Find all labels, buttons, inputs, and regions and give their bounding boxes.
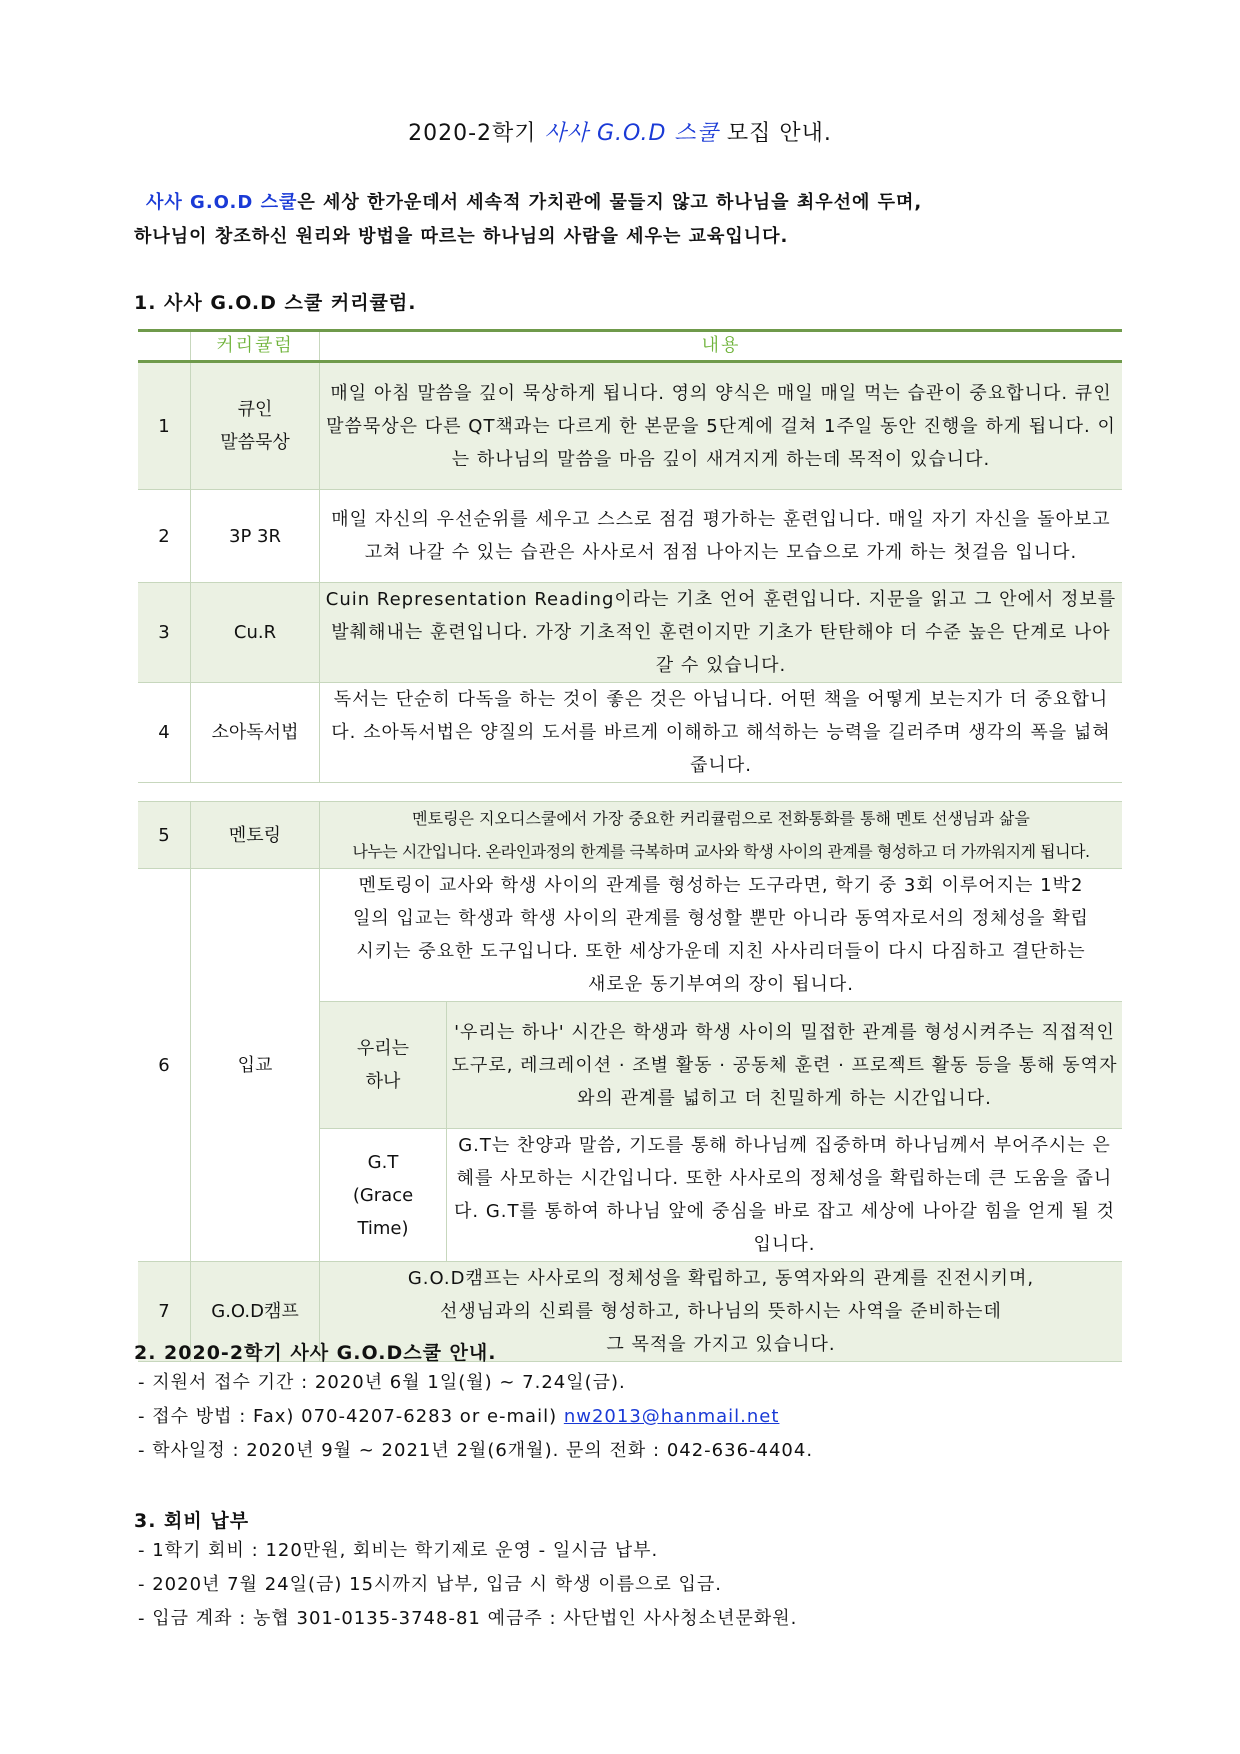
page-title [0,116,1240,147]
table-row [138,869,1122,1002]
list-item [138,1400,813,1434]
header-content: 내용 [320,331,1123,362]
row-number: 4 [138,683,191,783]
row-description: Cuin Representation Reading이라는 기초 언어 훈련입니다. 지문을 읽고 그 안에서 정보를 발췌해내는 훈련입니다. 가장 기초적인 훈련이지만 기초가 탄탄해야 더 수준 높은 단계로 나아갈 수 있습니다. [320,583,1123,683]
list-item: - 입금 계좌 : 농협 301-0135-3748-81 예금주 : 사단법인 사사청소년문화원. [138,1608,798,1629]
title-prefix: 2020-2학기 [408,121,545,146]
title-suffix: 모집 안내. [718,121,832,146]
list-item: - 1학기 회비 : 120만원, 회비는 학기제로 운영 - 일시금 납부. [138,1540,659,1561]
intro-highlight: 사사 G.O.D 스쿨 [146,192,298,213]
subrow-description: G.T는 찬양과 말씀, 기도를 통해 하나님께 집중하며 하나님께서 부어주시는 은혜를 사모하는 시간입니다. 또한 사사로의 정체성을 확립하는데 큰 도움을 줍니다. G.T를 통하여 하나님 앞에 중심을 바로 잡고 세상에 나아갈 힘을 얻게 될 것입니다. [447,1129,1123,1262]
section1-heading: 1. 사사 G.O.D 스쿨 커리큘럼. [134,292,417,314]
list-item: - 2020년 7월 24일(금) 15시까지 납부, 입금 시 학생 이름으로 입금. [138,1574,723,1595]
row-number: 6 [138,869,191,1262]
row-description-line: 그 목적을 가지고 있습니다. [606,1334,836,1355]
row-number: 3 [138,583,191,683]
section3-list [138,1534,797,1636]
table-header-row [138,331,1122,362]
subrow-name [320,1002,447,1129]
row-description: 멘토링이 교사와 학생 사이의 관계를 형성하는 도구라면, 학기 중 3회 이루어지는 1박2일의 입교는 학생과 학생 사이의 관계를 형성할 뿐만 아니라 동역자로서의 정체성을 확립시키는 중요한 도구입니다. 또한 세상가운데 지친 사사리더들이 다시 다짐하고 결단하는 새로운 동기부여의 장이 됩니다. [320,869,1123,1002]
curriculum-table [138,329,1122,1362]
row-name-line: 말씀묵상 [220,432,290,453]
section2-heading: 2. 2020-2학기 사사 G.O.D스쿨 안내. [134,1342,497,1364]
row-name [191,362,320,490]
intro-line2: 하나님이 창조하신 원리와 방법을 따르는 하나님의 사람을 세우는 교육입니다. [134,226,789,247]
intro-line1: 은 세상 한가운데서 세속적 가치관에 물들지 않고 하나님을 최우선에 두며, [297,192,923,213]
subrow-name-line: Time) [357,1217,409,1239]
row-description: 독서는 단순히 다독을 하는 것이 좋은 것은 아닙니다. 어떤 책을 어떻게 보는지가 더 중요합니다. 소아독서법은 양질의 도서를 바르게 이해하고 해석하는 능력을 길러주며 생각의 폭을 넓혀줍니다. [320,683,1123,783]
header-curriculum: 커리큘럼 [191,331,320,362]
row-name-line: 큐인 [237,399,273,420]
subrow-name [320,1129,447,1262]
list-item: - 지원서 접수 기간 : 2020년 6월 1일(월) ~ 7.24일(금). [138,1372,626,1393]
intro-paragraph [134,186,922,254]
spacer-cell [138,783,1122,802]
subrow-description: '우리는 하나' 시간은 학생과 학생 사이의 밀접한 관계를 형성시켜주는 직접적인 도구로, 레크레이션 · 조별 활동 · 공동체 훈련 · 프로젝트 활동 등을 통해 동역자와의 관계를 넓히고 더 친밀하게 하는 시간입니다. [447,1002,1123,1129]
row-name: 멘토링 [191,802,320,869]
table-row [138,683,1122,783]
section3-heading: 3. 회비 납부 [134,1510,250,1532]
table-row [138,490,1122,583]
row-number: 7 [138,1262,191,1362]
table-row [138,802,1122,869]
table-row [138,583,1122,683]
row-number: 5 [138,802,191,869]
row-name: 3P 3R [191,490,320,583]
row-description-line: 멘토링은 지오디스쿨에서 가장 중요한 커리큘럼으로 전화통화를 통해 멘토 선생님과 삶을 [412,809,1030,828]
row-number: 1 [138,362,191,490]
table-spacer [138,783,1122,802]
title-highlight: 사사 G.O.D 스쿨 [544,121,719,146]
row-description: 매일 자신의 우선순위를 세우고 스스로 점검 평가하는 훈련입니다. 매일 자기 자신을 돌아보고 고쳐 나갈 수 있는 습관은 사사로서 점점 나아지는 모습으로 가게 하는 첫걸음 입니다. [320,490,1123,583]
subrow-name-line: G.T [367,1151,399,1173]
header-blank [138,331,191,362]
row-description [320,802,1123,869]
row-description-line: G.O.D캠프는 사사로의 정체성을 확립하고, 동역자와의 관계를 진전시키며, [407,1268,1035,1289]
subrow-name-line: 우리는 [356,1038,410,1059]
subrow-name-line: 하나 [365,1071,401,1092]
row-name: 소아독서법 [191,683,320,783]
row-name: Cu.R [191,583,320,683]
table-row [138,362,1122,490]
row-description: 매일 아침 말씀을 깊이 묵상하게 됩니다. 영의 양식은 매일 매일 먹는 습관이 중요합니다. 큐인 말씀묵상은 다른 QT책과는 다르게 한 본문을 5단계에 걸쳐 1주일 동안 진행을 하게 됩니다. 이는 하나님의 말씀을 마음 깊이 새겨지게 하는데 목적이 있습니다. [320,362,1123,490]
list-item-text: - 접수 방법 : Fax) 070-4207-6283 or e-mail) [138,1406,564,1427]
row-description-line: 나누는 시간입니다. 온라인과정의 한계를 극복하며 교사와 학생 사이의 관계를 형성하고 더 가까워지게 됩니다. [352,842,1090,861]
row-description-line: 선생님과의 신뢰를 형성하고, 하나님의 뜻하시는 사역을 준비하는데 [440,1301,1002,1322]
list-item: - 학사일정 : 2020년 9월 ~ 2021년 2월(6개월). 문의 전화 : 042-636-4404. [138,1440,814,1461]
subrow-name-line: (Grace [352,1184,414,1206]
email-link[interactable]: nw2013@hanmail.net [563,1406,780,1427]
row-number: 2 [138,490,191,583]
row-name: 입교 [191,869,320,1262]
row-name: G.O.D캠프 [191,1262,320,1362]
section2-list [138,1366,813,1468]
